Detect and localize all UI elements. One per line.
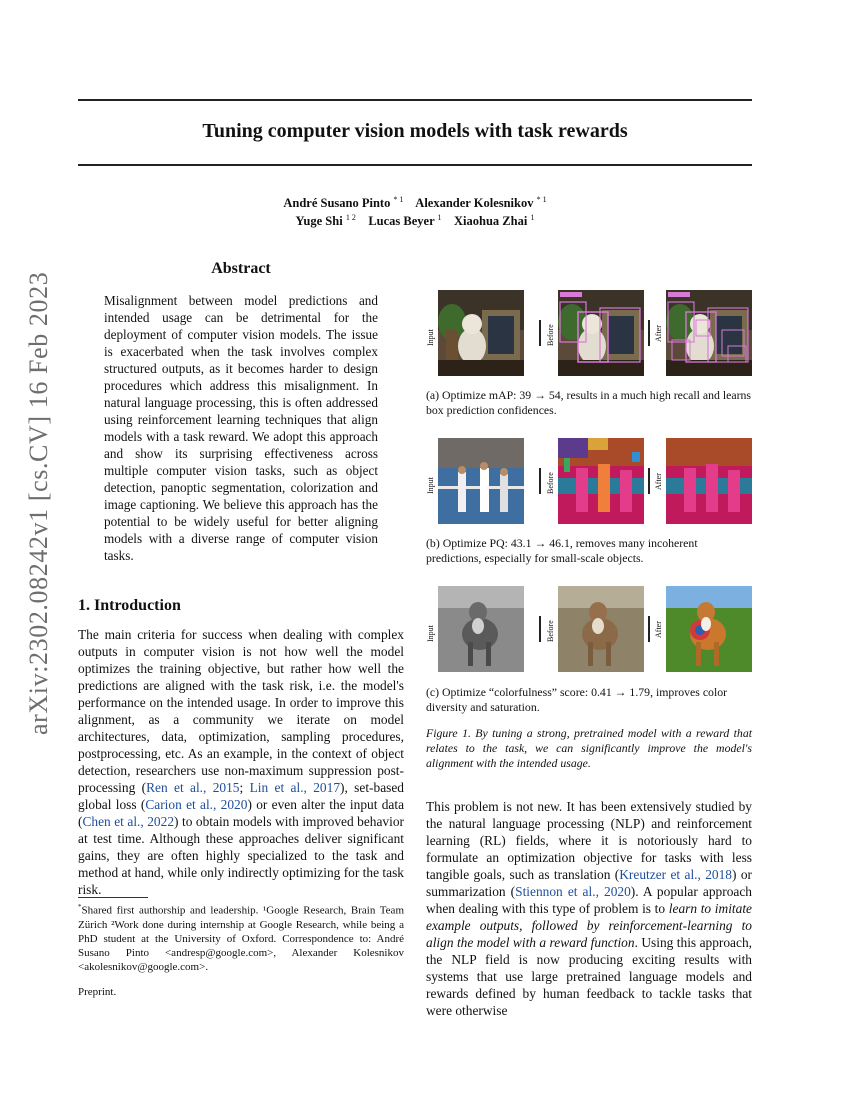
arxiv-identifier: arXiv:2302.08242v1 [cs.CV] 16 Feb 2023 <box>24 271 53 735</box>
image-panoptic-after <box>666 438 752 524</box>
introduction-paragraph-2 <box>426 798 752 1019</box>
citation-link[interactable]: Lin et al., 2017 <box>249 780 341 795</box>
footnote-star: * <box>78 903 82 911</box>
paper-title: Tuning computer vision models with task rewards <box>202 120 628 142</box>
caption-b: (b) Optimize PQ: 43.1 → 46.1, removes many incoherent predictions, especially for small-scale objects. <box>426 536 698 565</box>
image-colorization-after <box>666 586 752 672</box>
preprint-label: Preprint. <box>78 986 117 998</box>
segmentation-map-icon <box>666 438 752 524</box>
citation-link[interactable]: Chen et al., 2022 <box>82 814 175 829</box>
footnote-body: Shared first authorship and leadership. ¹Google Research, Brain Team Zürich ²Work done during internship at Google Research, while being a PhD student at the University of Oxford. Correspondence to: André Susano Pinto <andresp@google.com>, Alexander Kolesnikov <akolesnikov@google.com>. <box>78 904 404 973</box>
author-affiliation: 1 <box>530 213 535 222</box>
photo-dog-desaturated-icon <box>558 586 644 672</box>
caption-a: (a) Optimize mAP: 39 → 54, results in a much high recall and learns box prediction confidences. <box>426 388 751 417</box>
footnote-rule <box>78 897 148 898</box>
intro-emphasis: learn to imitate example outputs, followed by reinforcement-learning to align the model with a reward function <box>426 901 752 950</box>
intro-text: ; <box>239 780 250 795</box>
figure-divider <box>539 616 541 642</box>
image-detection-after <box>666 290 752 376</box>
photo-detection-boxes-icon <box>666 290 752 376</box>
footnote-text <box>78 900 404 974</box>
citation-link[interactable]: Carion et al., 2020 <box>145 797 248 812</box>
abstract-heading: Abstract <box>211 260 271 277</box>
photo-tennis-players-icon <box>438 438 524 524</box>
caption-c: (c) Optimize “colorfulness” score: 0.41 → 1.79, improves color diversity and saturation. <box>426 685 728 714</box>
label-before: Before <box>546 472 555 494</box>
title-top-rule <box>78 99 752 101</box>
citation-link[interactable]: Ren et al., 2015 <box>146 780 240 795</box>
author-name: Xiaohua Zhai <box>454 214 528 229</box>
label-after: After <box>654 473 663 490</box>
abstract-text: Misalignment between model predictions and intended usage can be detrimental for the deployment of computer vision models. The issue is exacerbated when the task involves complex structured outputs, as it becomes harder to design procedures which address this misalignment. In natural language processing, this is often addressed using reinforcement learning techniques that align models with a task reward. We adopt this approach and show its surprising effectiveness across multiple computer vision tasks, such as object detection, panoptic segmentation, colorization and image captioning. We believe this approach has the potential to be widely useful for better aligning models with a diverse range of computer vision tasks. <box>104 293 378 563</box>
intro-text: ). A popular approach when dealing with this type of problem is to <box>426 884 752 916</box>
author-affiliation: 1 <box>437 213 442 222</box>
image-panoptic-before <box>558 438 644 524</box>
intro-text: This problem is not new. It has been extensively studied by the natural language processing (NLP) and reinforcement learning (RL) fields, where it is notoriously hard to formulate an optimization objective for tasks with less tangible goals, such as translation ( <box>426 799 752 882</box>
figure-1-caption: Figure 1. By tuning a strong, pretrained model with a reward that relates to the task, we can significantly improve the model's alignment with the intended usage. <box>426 726 752 770</box>
intro-text: ), set-based global loss ( <box>78 780 404 812</box>
label-after: After <box>654 621 663 638</box>
label-before: Before <box>546 324 555 346</box>
label-before: Before <box>546 620 555 642</box>
image-panoptic-input <box>438 438 524 524</box>
figure-row-colorization <box>426 586 752 672</box>
figure-divider <box>539 320 541 346</box>
segmentation-map-icon <box>558 438 644 524</box>
figure-divider <box>648 320 650 346</box>
photo-detection-boxes-icon <box>558 290 644 376</box>
image-colorization-before <box>558 586 644 672</box>
intro-text: ) or even alter the input data ( <box>78 797 405 829</box>
author-name: André Susano Pinto <box>283 196 391 211</box>
intro-text: The main criteria for success when dealing with complex outputs in computer vision is not how well the model optimizes the training objective, but rather how well the predictions are aligned with the task risk, i.e. the model's performance on the intended usage. In order to improve this alignment, as a community we iterate on model architectures, data, optimization, sampling procedures, postprocessing, etc. As an example, in the context of object detection, researchers use non-maximum suppression post-processing ( <box>78 627 404 795</box>
label-input: Input <box>426 329 435 346</box>
author-name: Yuge Shi <box>295 214 343 229</box>
author-affiliation: * 1 <box>393 195 404 204</box>
figure-divider <box>648 616 650 642</box>
author-name: Alexander Kolesnikov <box>415 196 534 211</box>
image-colorization-input <box>438 586 524 672</box>
figure-row-detection <box>426 290 752 376</box>
image-detection-before <box>558 290 644 376</box>
label-input: Input <box>426 477 435 494</box>
introduction-paragraph-1 <box>78 626 404 898</box>
authors-line-2 <box>78 213 752 229</box>
citation-link[interactable]: Kreutzer et al., 2018 <box>619 867 733 882</box>
authors-line-1 <box>78 195 752 211</box>
photo-plush-toy-icon <box>438 290 524 376</box>
introduction-heading: 1. Introduction <box>78 597 181 614</box>
intro-text: ) to obtain models with improved behavior at test time. Although these approaches deliver significant gains, they are often highly specialized to the task and method at hand, while only indirectly optimizing for the task risk. <box>78 814 404 897</box>
image-detection-input <box>438 290 524 376</box>
figure-row-panoptic <box>426 438 752 524</box>
author-affiliation: * 1 <box>536 195 547 204</box>
author-affiliation: 1 2 <box>345 213 356 222</box>
figure-divider <box>648 468 650 494</box>
intro-text: ) or summarization ( <box>426 867 752 899</box>
label-after: After <box>654 325 663 342</box>
title-bottom-rule <box>78 164 752 166</box>
author-name: Lucas Beyer <box>368 214 435 229</box>
photo-dog-grayscale-icon <box>438 586 524 672</box>
citation-link[interactable]: Stiennon et al., 2020 <box>515 884 631 899</box>
figure-divider <box>539 468 541 494</box>
photo-dog-colorized-icon <box>666 586 752 672</box>
label-input: Input <box>426 625 435 642</box>
intro-text: . Using this approach, the NLP field is now producing exciting results with systems that use large pretrained language models and rewards defined by human feedback to tackle tasks that were otherwise <box>426 935 752 1018</box>
